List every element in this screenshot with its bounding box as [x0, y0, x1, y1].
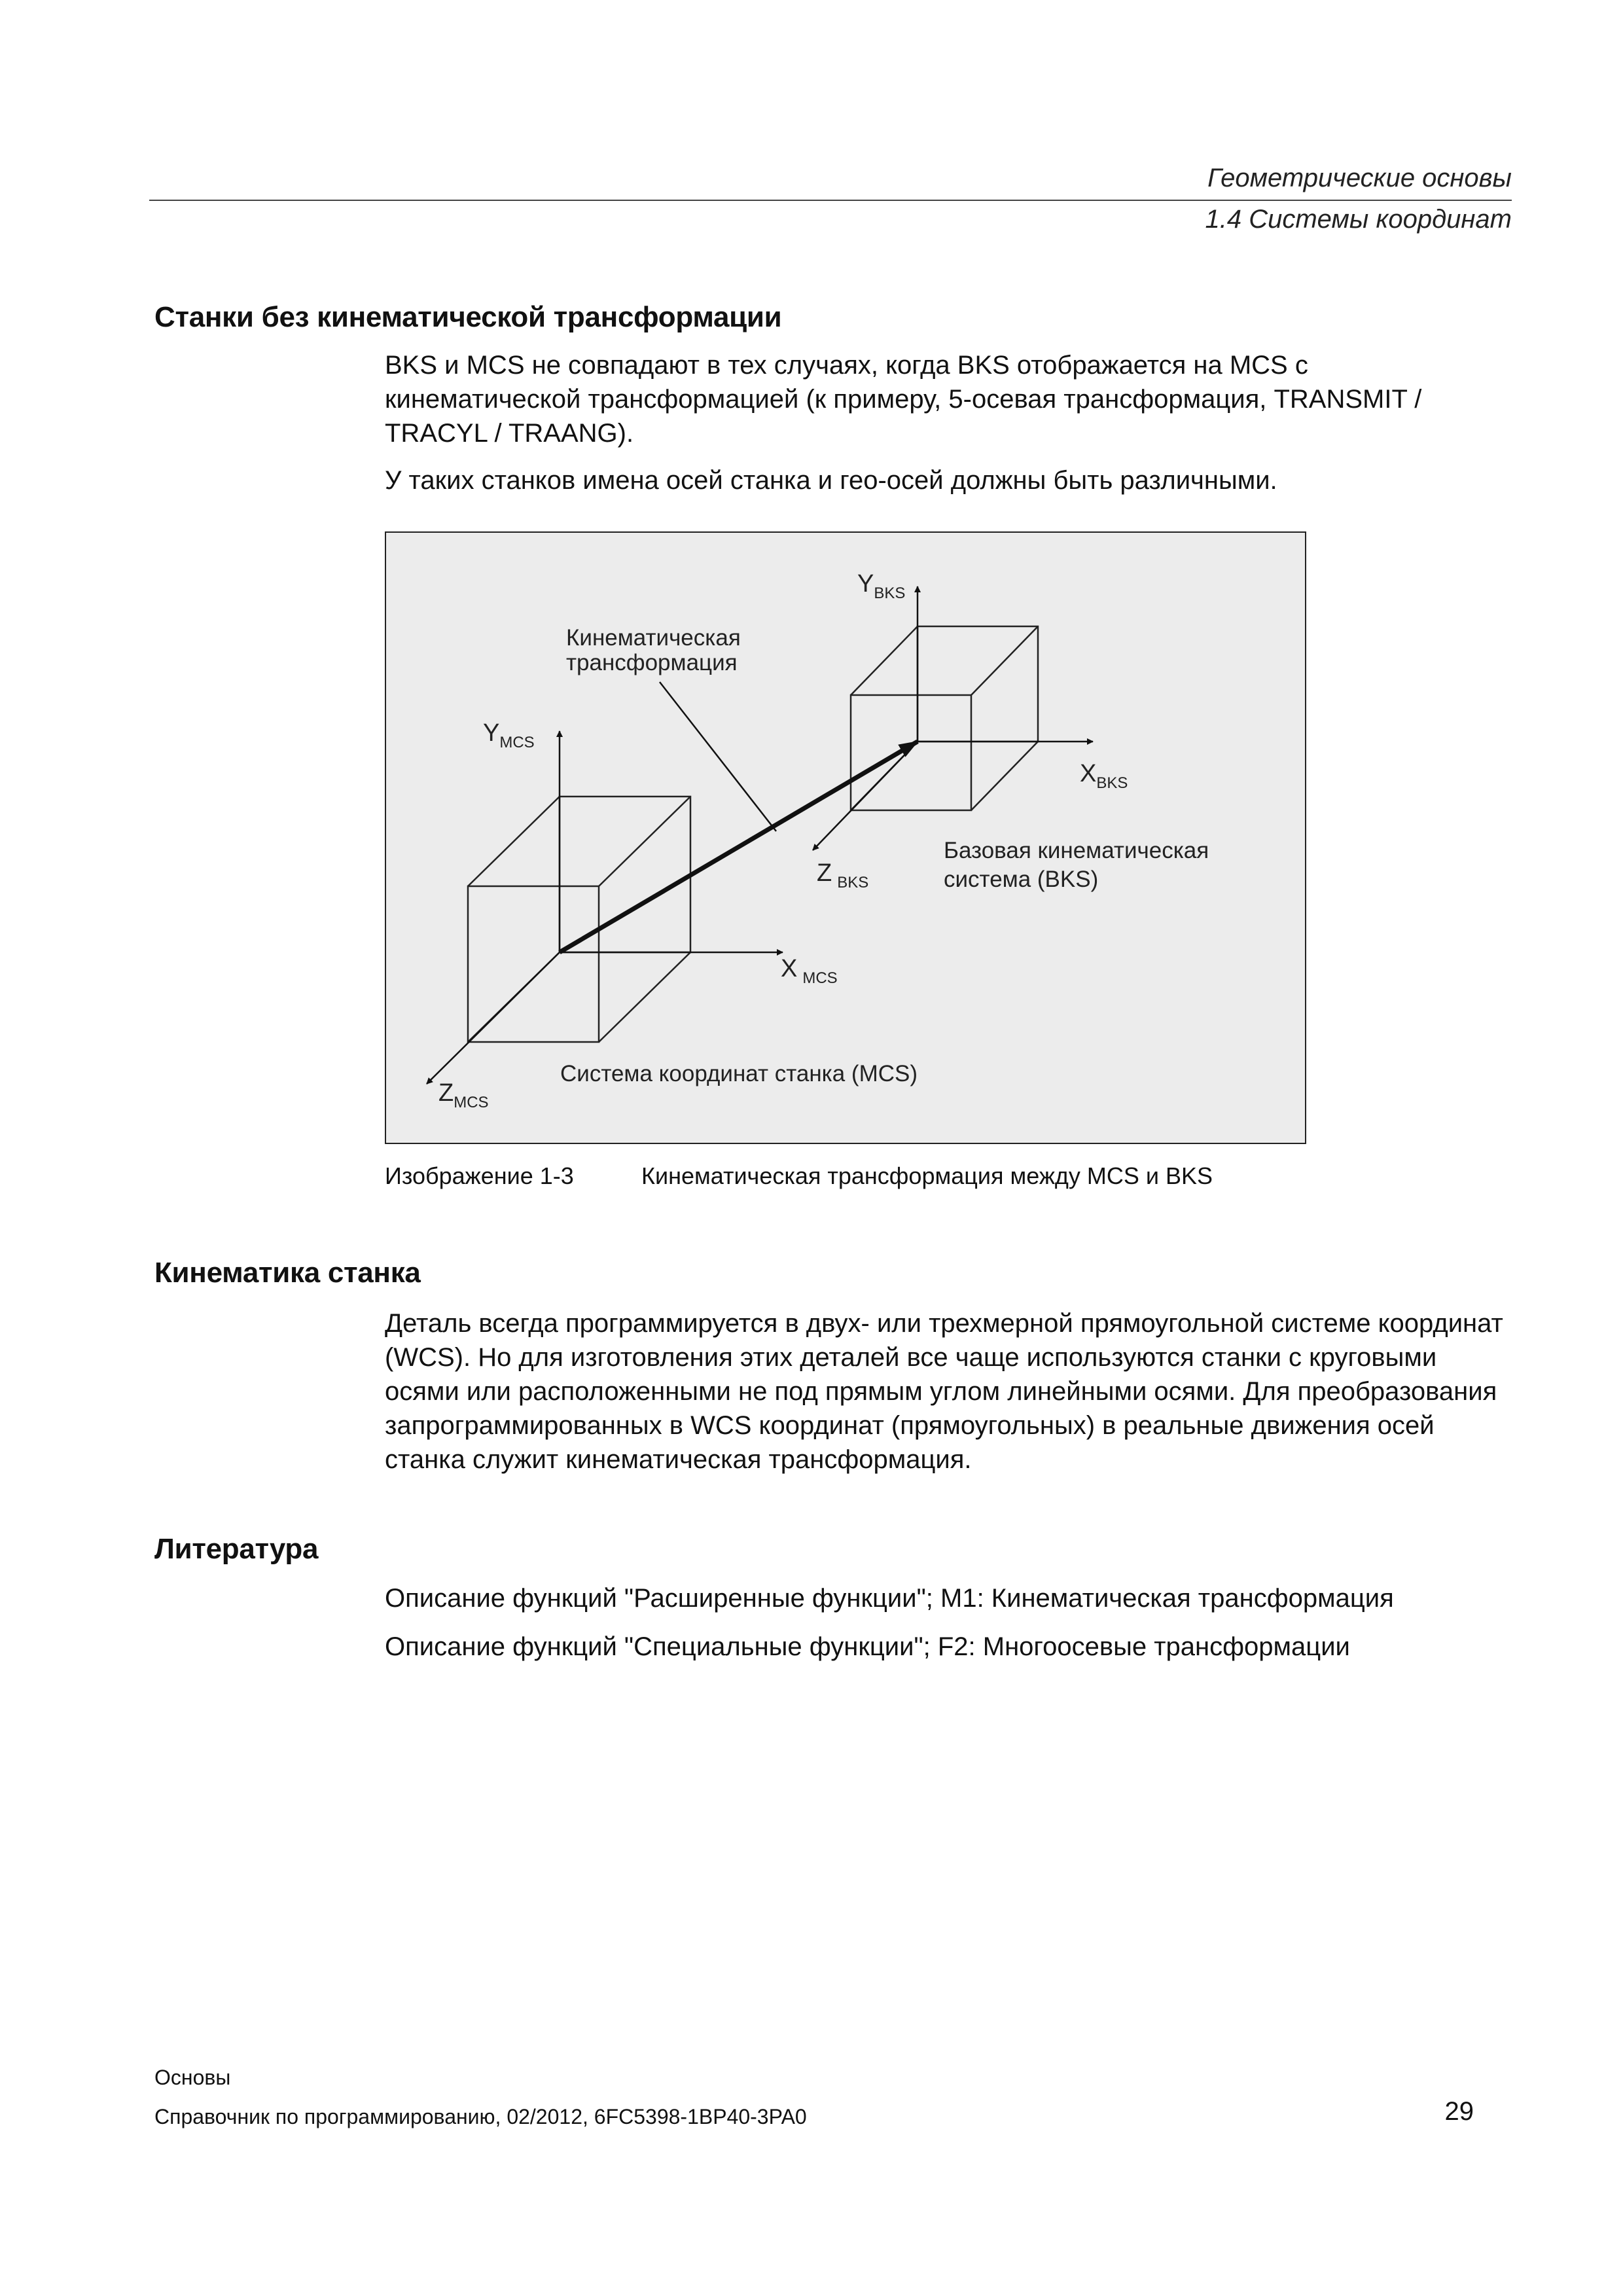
- label-bks-system-1: Базовая кинематическая: [944, 838, 1209, 863]
- kinematic-transformation-figure: [385, 531, 1306, 1144]
- section1-paragraph-2: У таких станков имена осей станка и гео-осей должны быть различными.: [385, 466, 1277, 495]
- footer-title: Основы: [154, 2066, 231, 2089]
- section-heading-machine-kinematics: Кинематика станка: [154, 1257, 421, 1289]
- figure-caption-number: Изображение 1-3: [385, 1162, 574, 1189]
- mcs-z-axis: [427, 952, 560, 1084]
- label-y-bks: $Y_{BKS}$: [857, 570, 906, 602]
- section2-paragraph: Деталь всегда программируется в двух- или трехмерной прямоугольной системе координат (WCS). Но для изготовления этих деталей все чаще используются станки с круговыми осями или расположенными не под прямым углом линейными осями. Для преобразования запрограммированных в WCS координат (прямоугольных) в реальные движения осей станка служит кинематическая трансформация.: [385, 1309, 1503, 1474]
- figure-diagram: [386, 533, 1305, 1143]
- label-x-bks: $X_{BKS}$: [1080, 760, 1128, 792]
- header-section: 1.4 Системы координат: [1205, 205, 1512, 234]
- footer-document: Справочник по программированию, 02/2012, 6FC5398-1BP40-3PA0: [154, 2105, 807, 2128]
- mcs-cube: [468, 797, 690, 1042]
- reference-1: Описание функций "Расширенные функции"; M1: Кинематическая трансформация: [385, 1584, 1394, 1613]
- figure-caption-text: Кинематическая трансформация между MCS и BKS: [641, 1162, 1213, 1189]
- section1-body: [385, 348, 1510, 497]
- reference-2: Описание функций "Специальные функции"; F2: Многоосевые трансформации: [385, 1632, 1350, 1661]
- label-z-mcs: $Z_{MCS}$: [438, 1079, 489, 1111]
- header-chapter: Геометрические основы: [1207, 164, 1512, 192]
- section3-body: [385, 1581, 1510, 1664]
- section-heading-no-transformation: Станки без кинематической трансформации: [154, 301, 782, 333]
- label-z-bks: Z $_{BKS}$: [817, 859, 869, 891]
- header-rule: [149, 200, 1512, 201]
- label-kinematic-transformation-1: Кинематическая: [566, 625, 741, 651]
- section-heading-literature: Литература: [154, 1533, 319, 1565]
- label-bks-system-2: система (BKS): [944, 867, 1099, 892]
- transformation-vector: [560, 742, 918, 952]
- label-y-mcs: $Y_{MCS}$: [483, 719, 535, 751]
- label-kinematic-transformation-2: трансформация: [566, 650, 738, 675]
- label-x-mcs: X $_{MCS}$: [781, 955, 838, 987]
- page-number: 29: [1444, 2097, 1474, 2126]
- section1-paragraph-1: BKS и MCS не совпадают в тех случаях, когда BKS отображается на MCS с кинематической трансформацией (к примеру, 5-осевая трансформация, TRANSMIT / TRACYL / TRAANG).: [385, 351, 1422, 448]
- section2-body: [385, 1306, 1510, 1477]
- label-mcs-system: Система координат станка (MCS): [560, 1061, 918, 1086]
